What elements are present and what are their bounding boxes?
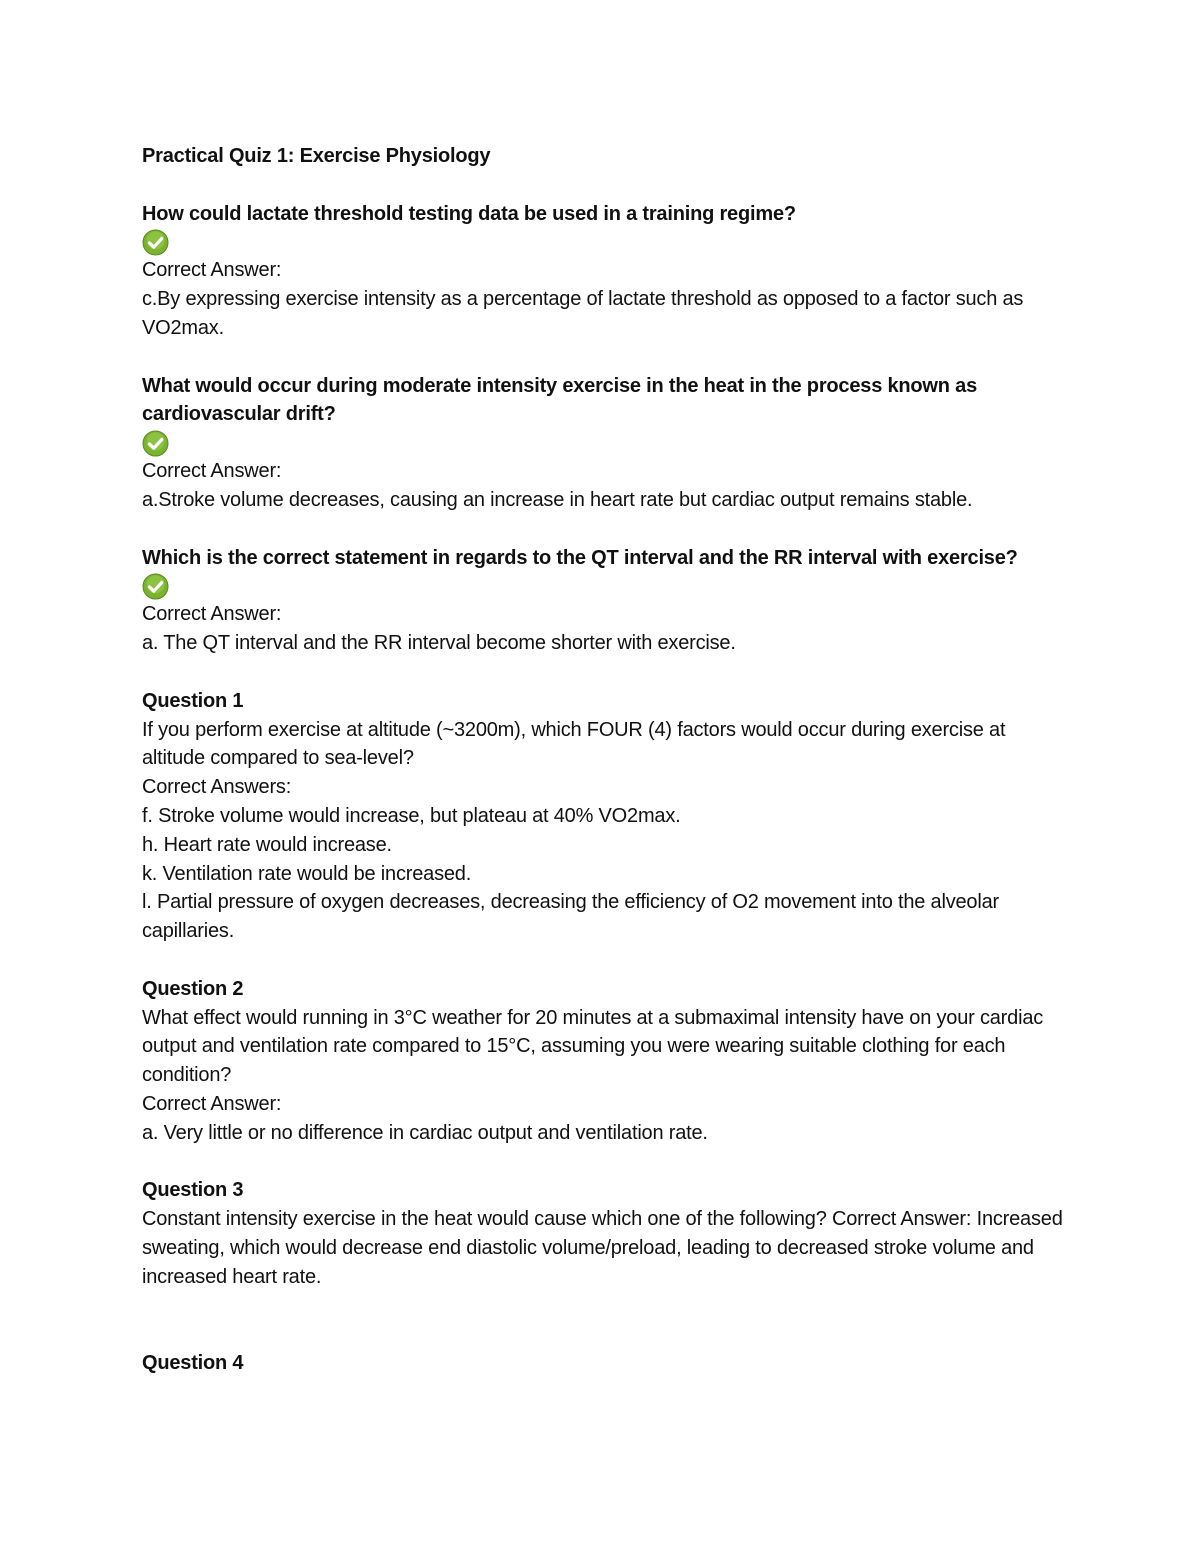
question-heading: Question 4: [142, 1352, 244, 1375]
question-2: [142, 975, 1072, 1148]
answer-item: h. Heart rate would increase.: [142, 833, 392, 856]
question-1: [142, 687, 1072, 946]
document-page: [142, 142, 1072, 1407]
answer-text: c.By expressing exercise intensity as a percentage of lactate threshold as opposed to a factor such as VO2max.: [142, 288, 1024, 339]
answer-item: l. Partial pressure of oxygen decreases, decreasing the efficiency of O2 movement into the alveolar capillaries.: [142, 891, 999, 943]
question-3: [142, 1176, 1072, 1291]
answer-label: Correct Answers:: [142, 776, 292, 799]
answer-item: f. Stroke volume would increase, but plateau at 40% VO2max.: [142, 804, 681, 827]
feedback-item: [142, 372, 1072, 515]
question-text: What effect would running in 3°C weather for 20 minutes at a submaximal intensity have on your cardiac output and ventilation rate compared to 15°C, assuming you were wearing suitable clothing for each condition?: [142, 1006, 1044, 1087]
check-circle-icon: [142, 430, 169, 457]
spacer: [142, 1320, 1072, 1349]
answer-text: a. Very little or no difference in cardiac output and ventilation rate.: [142, 1121, 708, 1144]
question-text: Constant intensity exercise in the heat would cause which one of the following? Correct Answer: Increased sweating, which would decrease end diastolic volume/preload, leading to decreased stroke volume and increased heart rate.: [142, 1208, 1063, 1288]
answer-label: Correct Answer:: [142, 259, 282, 282]
feedback-item: [142, 200, 1072, 343]
answer-label: Correct Answer:: [142, 603, 282, 626]
question-heading: Question 3: [142, 1179, 244, 1202]
answer-label: Correct Answer:: [142, 460, 282, 483]
question-heading: Question 1: [142, 689, 244, 712]
question-text: Which is the correct statement in regards to the QT interval and the RR interval with exercise?: [142, 546, 1018, 569]
question-text: What would occur during moderate intensity exercise in the heat in the process known as cardiovascular drift?: [142, 374, 978, 426]
answer-text: a. The QT interval and the RR interval become shorter with exercise.: [142, 632, 736, 655]
check-circle-icon: [142, 229, 169, 256]
feedback-item: [142, 544, 1072, 658]
question-text: How could lactate threshold testing data be used in a training regime?: [142, 202, 796, 225]
check-circle-icon: [142, 573, 169, 600]
answer-text: a.Stroke volume decreases, causing an increase in heart rate but cardiac output remains stable.: [142, 488, 973, 511]
answer-label: Correct Answer:: [142, 1092, 282, 1115]
question-text: If you perform exercise at altitude (~3200m), which FOUR (4) factors would occur during exercise at altitude compared to sea-level?: [142, 718, 1006, 770]
document-title: Practical Quiz 1: Exercise Physiology: [142, 145, 491, 167]
answer-item: k. Ventilation rate would be increased.: [142, 862, 472, 885]
question-4: [142, 1349, 1072, 1378]
question-heading: Question 2: [142, 977, 244, 1000]
